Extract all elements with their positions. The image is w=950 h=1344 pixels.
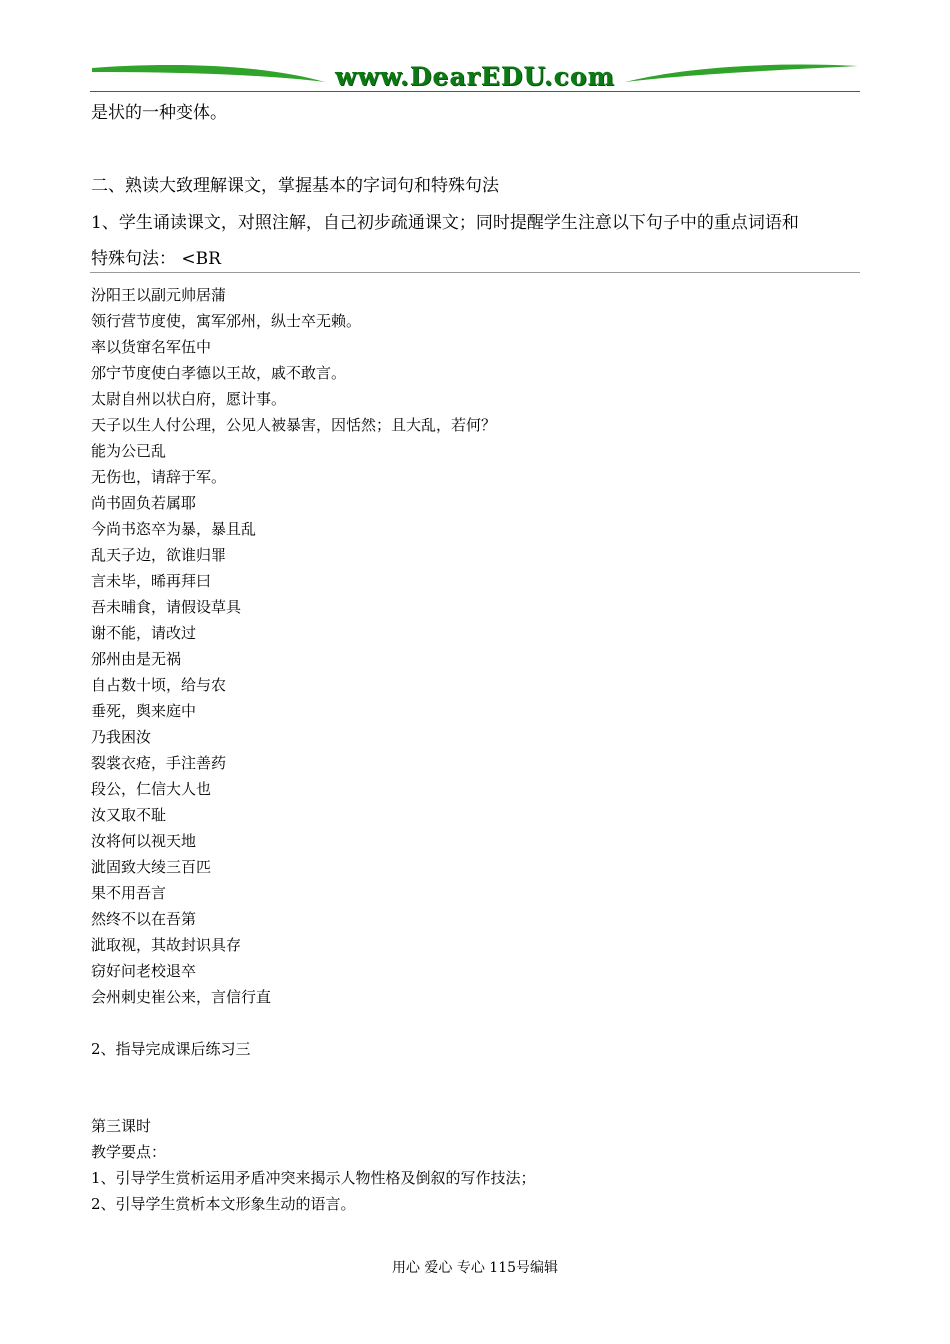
item-one-line-1: 1、学生诵读课文，对照注解，自己初步疏通课文；同时提醒学生注意以下句子中的重点词语和 bbox=[91, 213, 799, 233]
sentence-item: 汾阳王以副元帅居蒲 bbox=[91, 286, 227, 304]
sentence-item: 乱天子边，欲谁归罪 bbox=[91, 546, 227, 564]
site-logo: www.DearEDU.com bbox=[334, 62, 615, 91]
lesson-three-title: 第三课时 bbox=[91, 1117, 152, 1135]
item-two: 2、指导完成课后练习三 bbox=[91, 1040, 251, 1058]
header-divider bbox=[90, 91, 860, 92]
sentence-item: 然终不以在吾第 bbox=[91, 910, 197, 928]
sentence-item: 谢不能，请改过 bbox=[91, 624, 197, 642]
item-one-line-2: 特殊句法： <BR bbox=[91, 249, 221, 269]
sentence-item: 天子以生人付公理，公见人被暴害，因恬然；且大乱，若何？ bbox=[91, 416, 497, 434]
sentence-item: 段公，仁信大人也 bbox=[91, 780, 212, 798]
sentence-item: 率以货窜名军伍中 bbox=[91, 338, 212, 356]
teaching-point-2: 2、引导学生赏析本文形象生动的语言。 bbox=[91, 1195, 356, 1213]
sentence-item: 窃好问老校退卒 bbox=[91, 962, 197, 980]
teaching-point-1: 1、引导学生赏析运用矛盾冲突来揭示人物性格及倒叙的写作技法； bbox=[91, 1169, 536, 1187]
sentence-item: 领行营节度使，寓军邠州，纵士卒无赖。 bbox=[91, 312, 362, 330]
sentence-item: 汝又取不耻 bbox=[91, 806, 167, 824]
page-footer: 用心 爱心 专心 115号编辑 bbox=[391, 1260, 559, 1276]
sentence-item: 泚固致大绫三百匹 bbox=[91, 858, 212, 876]
sentence-item: 乃我困汝 bbox=[91, 728, 152, 746]
teaching-points-label: 教学要点： bbox=[91, 1143, 167, 1161]
sentence-item: 垂死，舆来庭中 bbox=[91, 702, 197, 720]
sentence-item: 太尉自州以状白府，愿计事。 bbox=[91, 390, 287, 408]
sentence-item: 果不用吾言 bbox=[91, 884, 167, 902]
sentence-item: 吾未晡食，请假设草具 bbox=[91, 598, 242, 616]
sentence-item: 邠宁节度使白孝德以王故，戚不敢言。 bbox=[91, 364, 347, 382]
sentence-item: 今尚书恣卒为暴，暴且乱 bbox=[91, 520, 257, 538]
sentence-item: 自占数十顷，给与农 bbox=[91, 676, 227, 694]
section-two-heading: 二、熟读大致理解课文，掌握基本的字词句和特殊句法 bbox=[91, 176, 499, 196]
key-sentence-list bbox=[91, 285, 861, 1013]
sentence-item: 泚取视，其故封识具存 bbox=[91, 936, 242, 954]
page-header bbox=[90, 58, 860, 94]
sentence-item: 邠州由是无祸 bbox=[91, 650, 182, 668]
sentence-item: 会州刺史崔公来，言信行直 bbox=[91, 988, 272, 1006]
sentence-item: 言未毕，晞再拜曰 bbox=[91, 572, 212, 590]
sentence-item: 无伤也，请辞于军。 bbox=[91, 468, 227, 486]
continuation-text: 是状的一种变体。 bbox=[91, 103, 227, 123]
sentence-item: 裂裳衣疮，手注善药 bbox=[91, 754, 227, 772]
sentence-item: 能为公已乱 bbox=[91, 442, 167, 460]
sentence-item: 尚书固负若属耶 bbox=[91, 494, 197, 512]
sentence-item: 汝将何以视天地 bbox=[91, 832, 197, 850]
section-divider bbox=[90, 272, 860, 273]
